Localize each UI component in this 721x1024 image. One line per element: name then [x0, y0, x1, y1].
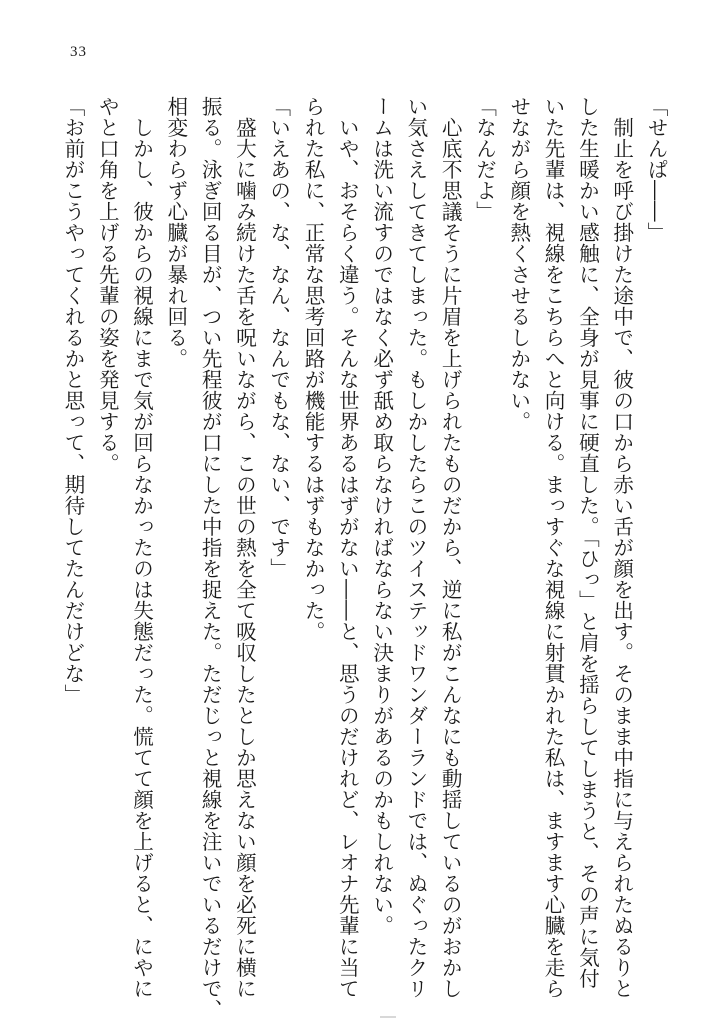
text-line: 「せんぱ――」: [644, 96, 668, 243]
text-line: やと口角を上げる先輩の姿を発見する。: [95, 96, 120, 474]
text-line: ームは洗い流すのではなく必ず舐め取らなければならない決まりがあるのかもしれない。: [369, 96, 394, 936]
text-line: 制止を呼び掛けた途中で、彼の口から赤い舌が顔を出す。そのまま中指に与えられたぬるりと: [609, 96, 634, 999]
text-line: 振る。泳ぎ回る目が、つい先程彼が口にした中指を捉えた。ただじっと視線を注いでいるだけで、: [198, 96, 223, 1020]
text-line: い気さえしてきてしまった。もしかしたらこのツイステッドワンダーランドでは、ぬぐったクリ: [403, 96, 428, 999]
text-line: 心底不思議そうに片眉を上げられたものだから、逆に私がこんなにも動揺しているのがおかし: [438, 96, 463, 999]
text-line: 相変わらず心臓が暴れ回る。: [163, 96, 188, 369]
text-line: いや、おそらく違う。そんな世界あるはずがない――と、思うのだけれど、レオナ先輩に当て: [335, 96, 360, 999]
text-line: 「なんだよ」: [472, 96, 497, 222]
text-line: しかし、彼からの視線にまで気が回らなかったのは失態だった。慌てて顔を上げると、にやに: [129, 96, 154, 999]
text-line: られた私に、正常な思考回路が機能するはずもなかった。: [301, 96, 326, 642]
page-number: 33: [70, 44, 87, 60]
footer-divider: [380, 1016, 396, 1018]
novel-text-block: [56, 96, 673, 1020]
text-line: いた先輩は、視線をこちらへと向ける。まっすぐな視線に射貫かれた私は、ますます心臓を走ら: [541, 96, 566, 999]
text-line: 「いえあの、な、なん、なんでもな、ない、です」: [266, 96, 291, 579]
text-line: 「お前がこうやってくれるかと思って、期待してたんだけどな」: [60, 96, 85, 705]
text-line: せながら顔を熱くさせるしかない。: [506, 96, 531, 432]
text-line: 盛大に噛み続けた舌を呪いながら、この世の熱を全て吸収したとしか思えない顔を必死に横に: [232, 96, 257, 999]
text-line: した生暖かい感触に、全身が見事に硬直した。「ひっ」と肩を揺らしてしまうと、その声に気付: [575, 96, 600, 989]
